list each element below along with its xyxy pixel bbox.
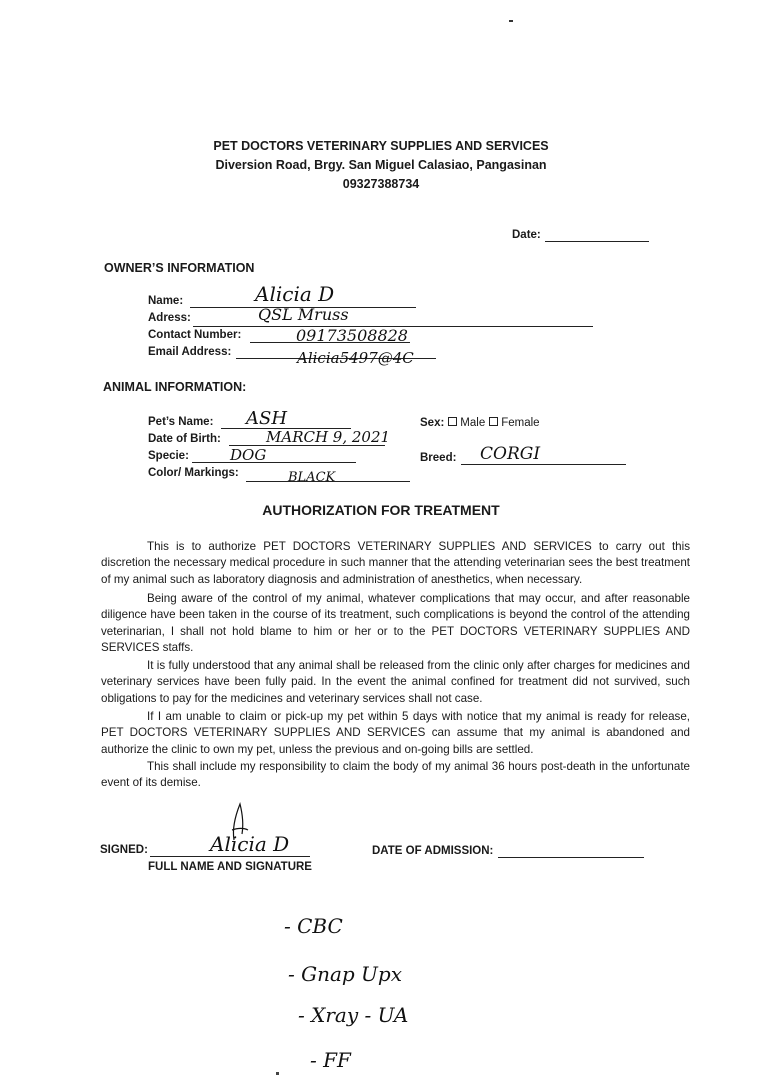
signature-flourish xyxy=(226,800,252,842)
note-line-3: - Xray - UA xyxy=(298,1003,409,1027)
owner-address-value: QSL Mruss xyxy=(258,305,349,324)
owner-email-label: Email Address: xyxy=(148,346,232,358)
animal-section-title: ANIMAL INFORMATION: xyxy=(103,380,247,394)
date-of-admission-label: DATE OF ADMISSION: xyxy=(372,845,494,857)
male-option-label: Male xyxy=(460,417,486,429)
note-line-4: - FF xyxy=(310,1048,351,1072)
dob-label: Date of Birth: xyxy=(148,433,221,445)
owner-contact-label: Contact Number: xyxy=(148,329,242,341)
clinic-address: Diversion Road, Brgy. San Miguel Calasiao, Pangasinan xyxy=(215,158,547,172)
clinic-phone: 09327388734 xyxy=(342,177,420,191)
auth-paragraph-3: It is fully understood that any animal shall be released from the clinic only after charges for medicines and veterinary services have been fully paid. In the event the animal confined for treatment did not survived, such obligations to pay for the medicines and veterinary services shall not case. xyxy=(101,659,690,705)
auth-paragraph-1: This is to authorize PET DOCTORS VETERINARY SUPPLIES AND SERVICES to carry out this discretion the necessary medical procedure in such manner that the attending veterinarian sees the best treatment of my animal such as laboratory diagnosis and administration of anesthetics, when necessary. xyxy=(101,540,690,586)
sex-label: Sex: xyxy=(420,417,445,429)
signature-value: Alicia D xyxy=(210,832,290,856)
scan-speck xyxy=(509,20,513,22)
auth-paragraph-4: If I am unable to claim or pick-up my pet within 5 days with notice that my animal is ready for release, PET DOCTORS VETERINARY SUPPLIES AND SERVICES can assume that my animal is abandoned and authorize the clinic to own my pet, unless the previous and on-going bills are settled. xyxy=(101,710,690,756)
auth-paragraph-5: This shall include my responsibility to claim the body of my animal 36 hours post-death in the unfortunate event of its demise. xyxy=(101,760,690,790)
date-of-admission-field[interactable] xyxy=(498,857,644,858)
owner-name-label: Name: xyxy=(148,295,184,307)
signed-label: SIGNED: xyxy=(100,844,148,856)
note-line-1: - CBC xyxy=(284,914,343,938)
authorization-title: AUTHORIZATION FOR TREATMENT xyxy=(262,502,500,518)
owner-contact-value: 09173508828 xyxy=(296,326,408,345)
signature-field[interactable] xyxy=(150,856,310,857)
female-option-label: Female xyxy=(501,417,540,429)
scan-speck xyxy=(276,1072,279,1075)
specie-field[interactable] xyxy=(192,462,356,463)
owner-section-title: OWNER’S INFORMATION xyxy=(104,261,255,275)
note-line-2: - Gnap Upx xyxy=(288,962,402,986)
female-checkbox[interactable] xyxy=(489,417,498,426)
sex-field xyxy=(420,417,540,429)
dob-value: MARCH 9, 2021 xyxy=(266,428,391,446)
color-label: Color/ Markings: xyxy=(148,467,239,479)
color-value: BLACK xyxy=(288,470,336,485)
auth-paragraph-2: Being aware of the control of my animal, whatever complications that may occur, and after reasonable diligence have been taken in the course of its treatment, such complications is beyond the control of the attending veterinarian, I shall not hold blame to him or her or to the PET DOCTORS VETERINARY SUPPLIES AND SERVICES staffs. xyxy=(101,592,690,654)
owner-email-value: Alicia5497@4C xyxy=(297,349,414,367)
date-label: Date: xyxy=(512,229,541,241)
owner-name-value: Alicia D xyxy=(255,282,335,306)
pet-name-value: ASH xyxy=(246,408,288,429)
clinic-name: PET DOCTORS VETERINARY SUPPLIES AND SERVICES xyxy=(213,139,549,153)
specie-label: Specie: xyxy=(148,450,189,462)
breed-label: Breed: xyxy=(420,452,457,464)
date-field[interactable] xyxy=(545,241,649,242)
owner-address-label: Adress: xyxy=(148,312,191,324)
full-name-label: FULL NAME AND SIGNATURE xyxy=(148,861,312,873)
specie-value: DOG xyxy=(230,446,267,464)
male-checkbox[interactable] xyxy=(448,417,457,426)
breed-value: CORGI xyxy=(480,444,541,464)
breed-field[interactable] xyxy=(461,464,626,465)
pet-name-label: Pet’s Name: xyxy=(148,416,214,428)
